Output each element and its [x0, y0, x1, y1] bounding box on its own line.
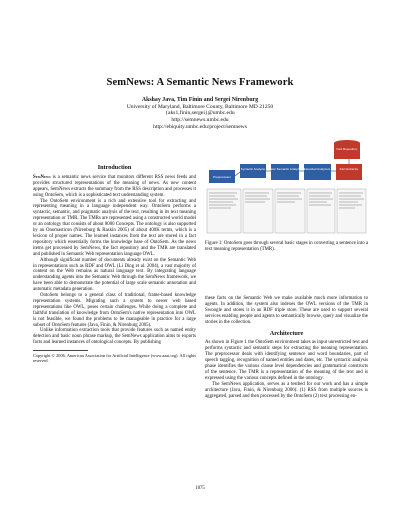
preprocessor-label: Preprocessor	[213, 175, 231, 179]
intro-paragraph-4: OntoSem belongs to a general class of traditional, frame-based knowledge representation systems. Migrating such a system to newer web based representations like OWL, poses certain challenges. While doing a complete and faithful translation of knowledge from OntoSem's native representation into OWL is not feasible, we found the problems to be manageable in practice for a large subset of OntoSem features (Java, Finin, & Nirenburg 2005).	[33, 293, 196, 328]
basic-semantic-analyzer-label: Basic Semantic Analyzer	[268, 167, 302, 171]
ontosem-pipeline-figure	[205, 137, 368, 239]
copyright-footnote: Copyright © 2006, American Association for Artificial Intelligence (www.aaai.org). All rights reserved.	[33, 353, 196, 364]
intro-paragraph-3: Although significant number of documents already exist on the Semantic Web in representations such as RDF and OWL (Li Ding et al. 2004), a vast majority of content on the Web remains as natural language text. By integrating language understanding agents into the Semantic Web through the SemNews framework, we have been able to demonstrate the potential of large scale semantic annotation and automatic metadata generation.	[33, 257, 196, 293]
right-column	[205, 296, 368, 400]
footnote-rule	[33, 350, 88, 351]
project-url-2[interactable]: http://ebiquity.umbc.edu/project/semnews	[153, 123, 247, 130]
fact-repository-box	[334, 143, 360, 159]
page-number: 1875	[195, 486, 205, 491]
intro-paragraph-5: Unlike information extraction tools that provide features such as named entity detection and basic noun phrase markup, the SemNews application aims to exports facts and learned instances of ontological concepts. By publishing	[33, 328, 196, 346]
architecture-paragraph-1: As shown in Figure 1 the OntoSem environment takes as input unrestricted text and performs syntactic and semantic steps for extracting the meaning representation. The preprocessor deals with identifying sentence and word boundaries, part of speech tagging, recognition of named entities and dates, etc. The syntactic analysis phase identifies the various clause level dependencies and grammatical constructs of the sentence. The TMR is a representation of the meaning of the text and is expressed using the various concepts defined in the ontology.	[205, 340, 368, 381]
project-url-1[interactable]: http://semnews.umbc.edu	[171, 117, 229, 124]
author-names: Akshay Java, Tim Finin and Sergei Nirenburg	[141, 97, 259, 103]
syntactic-analyzer-label: Syntactic Analyzer	[240, 167, 266, 171]
left-column	[33, 165, 196, 364]
stage-detail-panels	[207, 189, 366, 233]
author-block	[0, 97, 400, 131]
architecture-heading: Architecture	[269, 329, 304, 337]
right-continuation-paragraph: these facts on the Semantic Web we make available much more information to agents. In addition, the system also indexes the OWL versions of the TMR in Swoogle and stores it in an RDF triple store. These are used to support several services enabling people and agents to semantically browse, query and visualize the stories in the collection.	[205, 296, 368, 325]
fact-extractor-label: Fact Extractor	[339, 167, 359, 171]
paper-title: SemNews: A Semantic News Framework	[106, 77, 294, 88]
intro-paragraph-1	[33, 175, 196, 199]
intro-p1-text: is a semantic news service that monitors different RSS news feeds and provides structured representations of the meaning of news. As new content appears, SemNews extracts the summary from the RSS description and processes it using OntoSem, which is a sophisticated text understanding system.	[33, 174, 196, 198]
affiliation: University of Maryland, Baltimore County, Baltimore MD 21250	[126, 103, 274, 110]
fact-repository-label: Fact Repository	[336, 147, 358, 151]
extended-analyzers-label: Extended Analyzers	[303, 167, 331, 171]
semnews-lead: SemNews	[33, 174, 51, 180]
introduction-heading: Introduction	[97, 164, 132, 171]
intro-paragraph-2: The OntoSem environment is a rich and extensive tool for extracting and representing meaning in a language independent way. OntoSem performs a syntactic, semantic, and pragmatic analysis of the text, resulting in its text meaning representation or TMR. The TMRs are represented using a constructed world model or an ontology that consists of about 8000 Concepts. The ontology is also supported by an Onomasticon (Nirenburg & Raskin 2005) of about 400K terms, which is a lexicon of proper names. The learned instances from the text are stored in a fact repository which essentially forms the knowledge base of OntoSem. As the news items get processed by SemNews, the fact repository and the TMR are translated and published in Semantic Web representation language OWL.	[33, 198, 196, 257]
architecture-paragraph-2: The SemNews application, serves as a testbed for our work and has a simple architecture (Java, Finin, & Nirenburg 2006): (1) RSS from multiple sources is aggregated, parsed and then processed by the OntoSem (2) text processing en-	[205, 381, 368, 399]
author-emails: {aks1,finin,sergei}@umbc.edu	[165, 110, 235, 117]
figure-1-caption: Figure 1: OntoSem goes through several basic stages in converting a sentence into a text meaning representation (TMR).	[205, 241, 368, 252]
